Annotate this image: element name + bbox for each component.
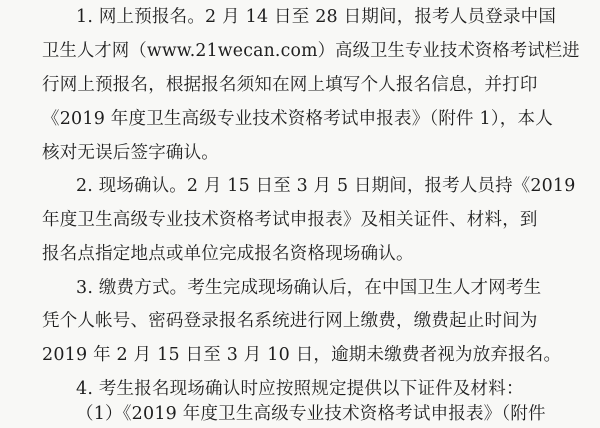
text-line-10: 凭个人帐号、密码登录报名系统进行网上缴费，缴费起止时间为 bbox=[42, 311, 538, 331]
text-line-5: 核对无误后签字确认。 bbox=[42, 143, 219, 163]
text-line-13: （1）《2019 年度卫生高级专业技术资格考试申报表》（附件 bbox=[76, 404, 546, 424]
text-line-4: 《2019 年度卫生高级专业技术资格考试申报表》（附件 1），本人 bbox=[42, 109, 553, 129]
text-line-11: 2019 年 2 月 15 日至 3 月 10 日，逾期未缴费者视为放弃报名。 bbox=[42, 345, 562, 365]
text-line-6: 2. 现场确认。2 月 15 日至 3 月 5 日期间，报考人员持《2019 bbox=[76, 176, 576, 196]
text-line-12: 4. 考生报名现场确认时应按照规定提供以下证件及材料： bbox=[76, 379, 524, 399]
text-line-3: 行网上预报名，根据报名须知在网上填写个人报名信息，并打印 bbox=[42, 75, 538, 95]
text-line-2: 卫生人才网（www.21wecan.com）高级卫生专业技术资格考试栏进 bbox=[42, 41, 580, 61]
text-line-8: 报名点指定地点或单位完成报名资格现场确认。 bbox=[42, 244, 414, 264]
text-line-1: 1. 网上预报名。2 月 14 日至 28 日期间，报考人员登录中国 bbox=[76, 7, 557, 27]
text-line-9: 3. 缴费方式。考生完成现场确认后，在中国卫生人才网考生 bbox=[76, 278, 542, 298]
text-line-7: 年度卫生高级专业技术资格考试申报表》及相关证件、材料，到 bbox=[42, 210, 538, 230]
